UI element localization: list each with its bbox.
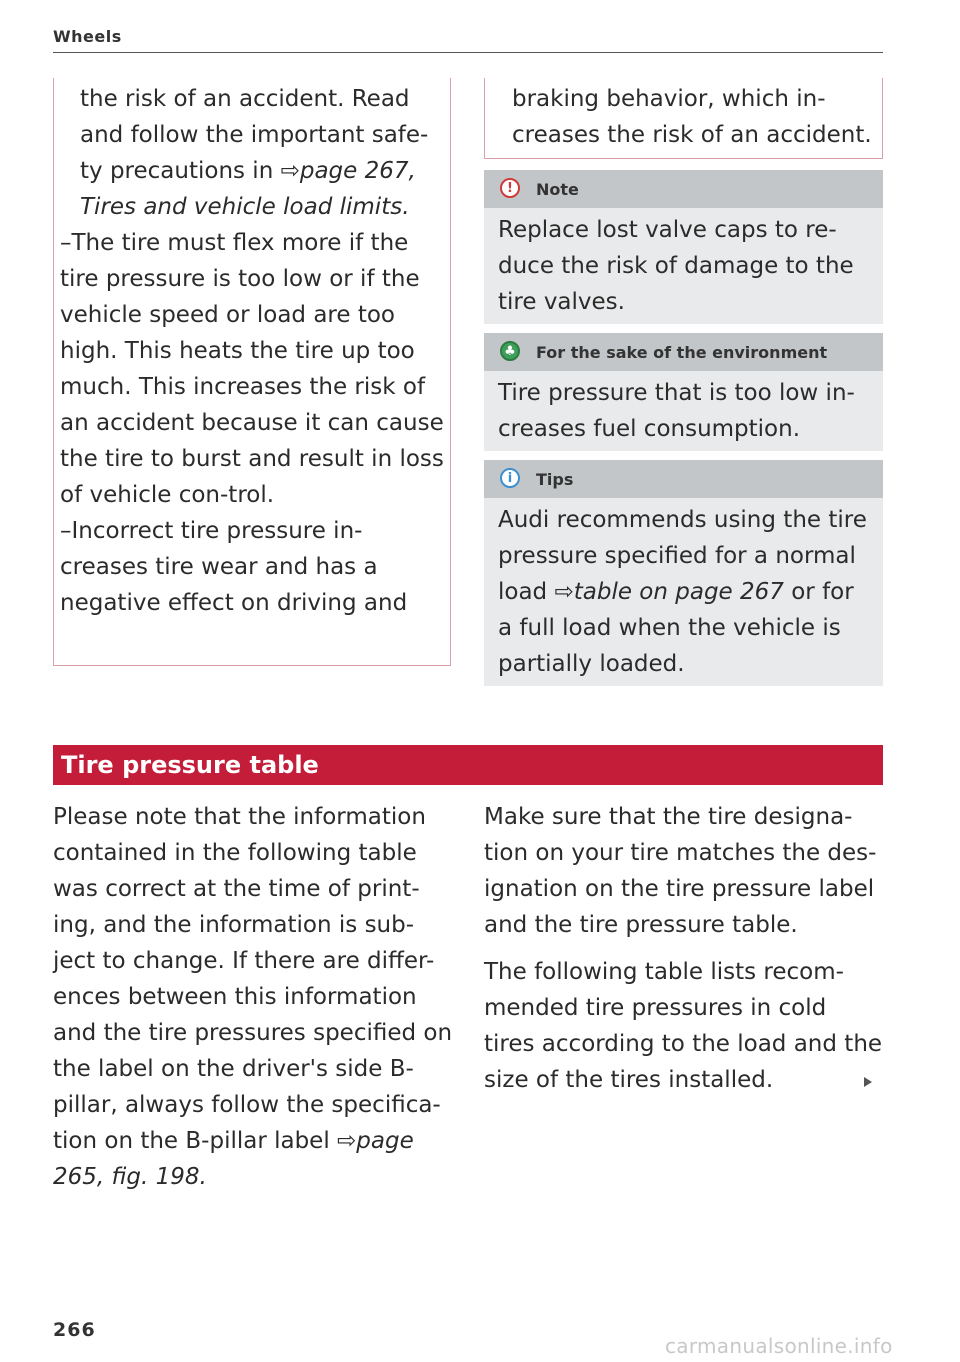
watermark: carmanualsonline.info bbox=[665, 1334, 893, 1358]
running-header: Wheels bbox=[53, 27, 122, 46]
page-number: 266 bbox=[53, 1319, 96, 1341]
left-column-text: Please note that the information contained in the following table was correct at the time of print-ing, and the information is sub-ject to change. If there are differ-ences between this information and the tire pressures specified on the label on the driver's side B-pillar, always follow the specifica-tion on the B-pillar label ⇨page 265, fig. 198. bbox=[53, 804, 453, 1190]
warning-paragraph-2: –The tire must flex more if the tire pressure is too low or if the vehicle speed or load are too high. This heats the tire up too much. This increases the risk of an accident because it can cause the tire to burst and result in loss of vehicle con-trol. bbox=[60, 230, 444, 508]
tips-text: Audi recommends using the tire pressure specified for a normal load ⇨table on page 267 or for a full load when the vehicle is partially loaded. bbox=[498, 507, 867, 677]
tips-header bbox=[484, 460, 883, 498]
right-column-text bbox=[484, 799, 884, 1098]
leaf-icon: ♣ bbox=[500, 341, 520, 361]
note-label: Note bbox=[536, 180, 579, 199]
exclamation-icon: ! bbox=[500, 178, 520, 198]
continue-arrow-icon bbox=[864, 1077, 872, 1087]
info-icon: i bbox=[500, 468, 520, 488]
tips-box bbox=[484, 460, 883, 686]
right-paragraph-1: Make sure that the tire designa-tion on your tire matches the des-ignation on the tire pressure label and the tire pressure table. bbox=[484, 804, 877, 938]
note-box bbox=[484, 170, 883, 324]
warning-paragraph-1: the risk of an accident. Read and follow the important safe-ty precautions in ⇨page 267, Tires and vehicle load limits. bbox=[80, 86, 429, 220]
warning-box-continued-right bbox=[484, 78, 883, 159]
tips-label: Tips bbox=[536, 470, 574, 489]
environment-header bbox=[484, 333, 883, 371]
warning-text-right: braking behavior, which in-creases the risk of an accident. bbox=[512, 86, 872, 148]
warning-paragraph-3: –Incorrect tire pressure in-creases tire wear and has a negative effect on driving and bbox=[60, 518, 408, 616]
note-header bbox=[484, 170, 883, 208]
environment-label: For the sake of the environment bbox=[536, 343, 828, 362]
table-reference[interactable]: ⇨table on page 267 bbox=[554, 579, 784, 605]
figure-reference[interactable]: ⇨page 265, fig. 198. bbox=[53, 1128, 414, 1190]
environment-box bbox=[484, 333, 883, 451]
warning-box-continued-left bbox=[53, 78, 451, 666]
note-text: Replace lost valve caps to re-duce the risk of damage to the tire valves. bbox=[498, 217, 854, 315]
environment-text: Tire pressure that is too low in-creases fuel consumption. bbox=[498, 380, 855, 442]
right-paragraph-2: The following table lists recom-mended tire pressures in cold tires according to the load and the size of the tires installed. bbox=[484, 959, 883, 1093]
section-title: Tire pressure table bbox=[53, 745, 883, 785]
header-rule bbox=[53, 52, 883, 53]
warning-text-left bbox=[60, 81, 450, 621]
page-reference[interactable]: ⇨page 267, Tires and vehicle load limits. bbox=[80, 158, 416, 220]
